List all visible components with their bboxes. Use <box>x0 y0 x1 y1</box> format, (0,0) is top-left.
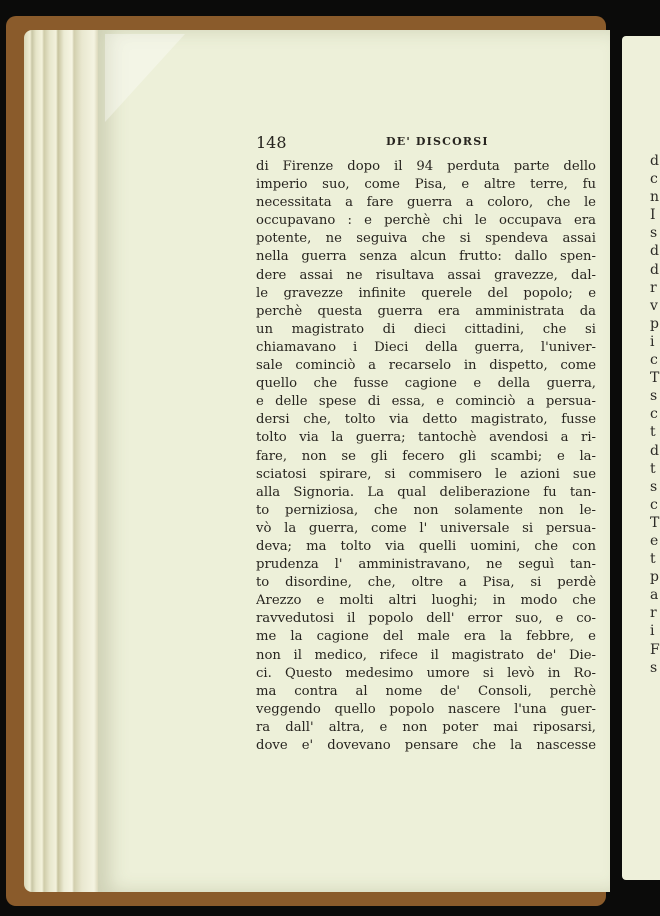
facing-line-fragment: a <box>650 587 659 604</box>
text-line: tolto via la guerra; tantochè avendosi a ri- <box>256 430 596 446</box>
facing-line-fragment: c <box>650 352 658 369</box>
facing-line-fragment: t <box>650 551 656 568</box>
text-line: occupavano : e perchè chi le occupava era <box>256 213 596 229</box>
text-line: fare, non se gli fecero gli scambi; e la- <box>256 448 596 464</box>
text-line: le gravezze infinite querele del popolo; e <box>256 285 596 301</box>
page-number: 148 <box>256 133 287 152</box>
facing-line-fragment: c <box>650 496 658 513</box>
facing-line-fragment: i <box>650 623 655 640</box>
facing-line-fragment: T <box>650 514 660 531</box>
text-line: necessitata a fare guerra a coloro, che le <box>256 195 596 211</box>
text-line: ravvedutosi il popolo dell' error suo, e co- <box>256 611 596 627</box>
text-line: perchè questa guerra era amministrata da <box>256 303 596 319</box>
facing-line-fragment: s <box>650 388 658 405</box>
facing-line-fragment: s <box>650 225 658 242</box>
facing-line-fragment: r <box>650 279 657 296</box>
text-line: sale cominciò a recarselo in dispetto, come <box>256 358 596 374</box>
text-line: ci. Questo medesimo umore si levò in Ro- <box>256 665 596 681</box>
facing-line-fragment: p <box>650 569 659 586</box>
facing-line-fragment: T <box>650 370 660 387</box>
text-line: ma contra al nome de' Consoli, perchè <box>256 683 596 699</box>
text-line: chiamavano i Dieci della guerra, l'univer- <box>256 339 596 355</box>
facing-line-fragment: i <box>650 333 655 350</box>
text-line: potente, ne seguiva che si spendeva assai <box>256 231 596 247</box>
running-head <box>256 133 596 153</box>
text-line: e delle spese di essa, e cominciò a persua- <box>256 394 596 410</box>
facing-line-fragment: s <box>650 478 658 495</box>
text-line: dere assai ne risultava assai gravezze, dal- <box>256 267 596 283</box>
text-line: to perniziosa, che non solamente non le- <box>256 502 596 518</box>
facing-line-fragment: e <box>650 532 659 549</box>
text-line: dersi che, tolto via detto magistrato, fusse <box>256 412 596 428</box>
facing-line-fragment: d <box>650 153 659 169</box>
text-line: dove e' dovevano pensare che la nascesse <box>256 738 596 753</box>
text-line: non il medico, rifece il magistrato de' Die- <box>256 647 596 663</box>
text-line: quello che fusse cagione e della guerra, <box>256 376 596 392</box>
body-text <box>256 158 596 755</box>
facing-line-fragment: c <box>650 171 658 188</box>
text-line: nella guerra senza alcun frutto: dallo spen- <box>256 249 596 265</box>
text-line: sciatosi spirare, si commisero le azioni sue <box>256 466 596 482</box>
text-line: prudenza l' amministravano, ne seguì tan- <box>256 557 596 573</box>
facing-line-fragment: s <box>650 659 658 676</box>
facing-line-fragment: n <box>650 189 660 206</box>
facing-line-fragment: t <box>650 460 656 477</box>
running-title: DE' DISCORSI <box>386 135 489 148</box>
text-line: me la cagione del male era la febbre, e <box>256 629 596 645</box>
facing-line-fragment: v <box>650 297 658 314</box>
facing-line-fragment: r <box>650 605 657 622</box>
text-line: to disordine, che, oltre a Pisa, si perdè <box>256 575 596 591</box>
facing-line-fragment: c <box>650 406 658 423</box>
facing-page-fragment <box>650 152 660 677</box>
text-line: di Firenze dopo il 94 perduta parte dello <box>256 159 596 174</box>
text-line: deva; ma tolto via quelli uomini, che con <box>256 538 596 554</box>
page-fold <box>105 34 185 122</box>
facing-line-fragment: p <box>650 315 659 332</box>
facing-line-fragment: d <box>650 243 659 260</box>
facing-line-fragment: F <box>650 641 660 658</box>
text-line: veggendo quello popolo nascere l'una guer- <box>256 701 596 717</box>
facing-line-fragment: I <box>650 207 656 224</box>
text-line: un magistrato di dieci cittadini, che si <box>256 321 596 337</box>
text-line: vò la guerra, come l' universale si persua- <box>256 520 596 536</box>
text-line: alla Signoria. La qual deliberazione fu tan- <box>256 484 596 500</box>
text-line: imperio suo, come Pisa, e altre terre, fu <box>256 177 596 193</box>
facing-line-fragment: d <box>650 261 659 278</box>
text-line: Arezzo e molti altri luoghi; in modo che <box>256 593 596 609</box>
facing-line-fragment: t <box>650 424 656 441</box>
text-line: ra dall' altra, e non poter mai riposarsi, <box>256 719 596 735</box>
facing-line-fragment: d <box>650 442 659 459</box>
